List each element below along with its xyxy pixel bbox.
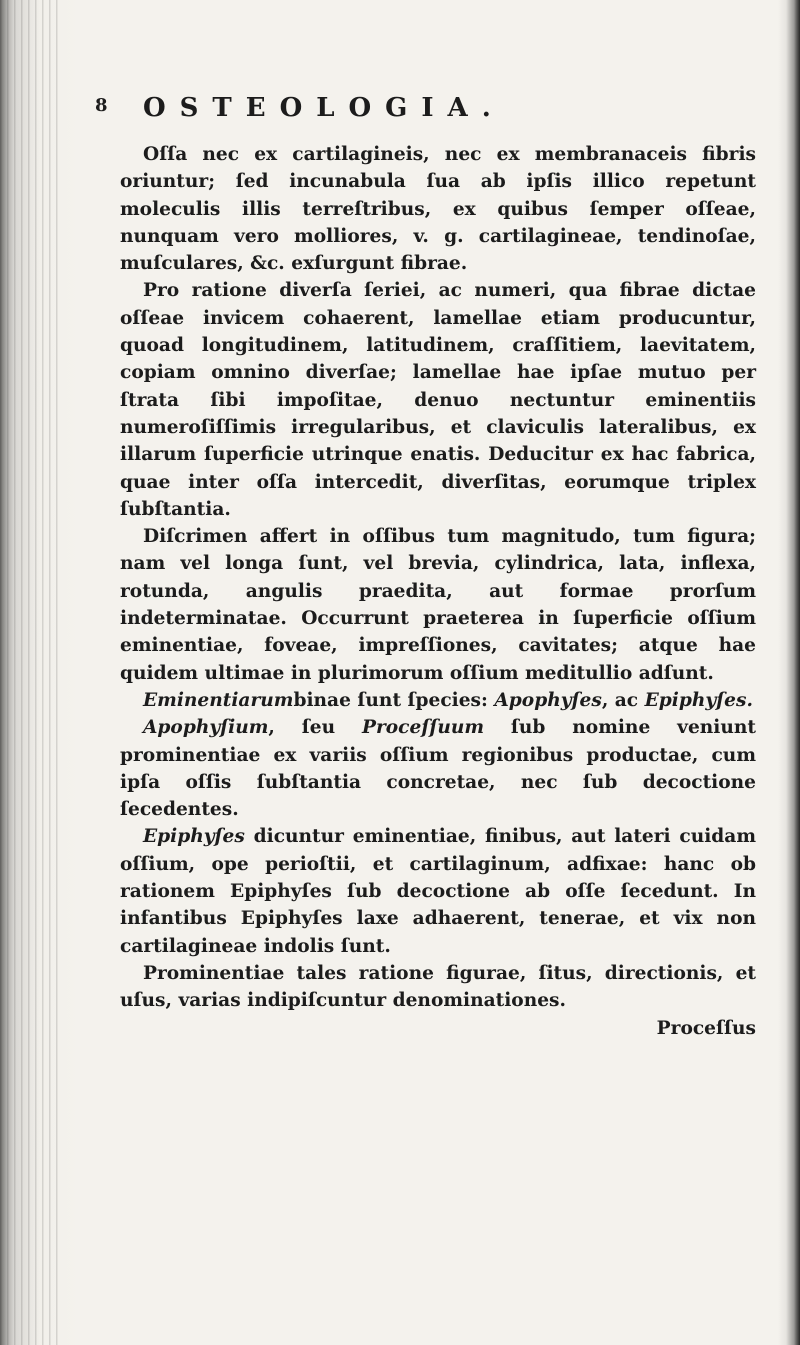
page-number: 8	[95, 95, 108, 116]
paragraph-4-text-c: , ac	[601, 689, 645, 711]
term-epiphyses: Epiphyſes.	[644, 689, 753, 711]
term-apophysium: Apophyſium	[143, 717, 269, 739]
paragraph-4-text-a: binae ſunt ſpecies:	[293, 689, 495, 711]
term-processuum: Proceſſuum	[361, 717, 485, 739]
catchword: Proceſſus	[656, 1017, 756, 1039]
body-text	[120, 141, 756, 1042]
term-eminentiarum: Eminentiarum	[143, 689, 294, 711]
paragraph-5-text-c: ſub nomine veniunt prominentiae ex variis oſſium regionibus productae, cum ipſa oſſis ſubſtantia concretae, nec ſub decoctione ſecedentes.	[120, 717, 756, 821]
paragraph-1: Oſſa nec ex cartilagineis, nec ex membranaceis fibris oriuntur; ſed incunabula ſua ab ipſis illico repetunt moleculis illis terreſtribus, ex quibus ſemper oſſeae, nunquam vero molliores, v. g. cartilagineae, tendinoſae, muſculares, &c. exſurgunt fibrae.	[120, 144, 756, 275]
term-apophyses: Apophyſes	[494, 689, 602, 711]
paragraph-5-text-a: , ſeu	[268, 717, 362, 739]
page-binding-shadow	[0, 0, 60, 1345]
paragraph-2: Pro ratione diverſa ſeriei, ac numeri, qua fibrae dictae oſſeae invicem cohaerent, lamellae etiam producuntur, quoad longitudinem, latitudinem, craſſitiem, laevitatem, copiam omnino diverſae; lamellae hae ipſae mutuo per ſtrata ſibi impoſitae, denuo nectuntur eminentiis numeroſiſſimis irregularibus, et claviculis lateralibus, ex illarum ſuperficie utrinque enatis. Deducitur ex hac fabrica, quae inter oſſa intercedit, diverſitas, eorumque triplex ſubſtantia.	[120, 280, 756, 520]
page-header	[95, 93, 755, 133]
paragraph-5	[120, 714, 756, 823]
paragraph-3: Diſcrimen affert in oſſibus tum magnitudo, tum figura; nam vel longa ſunt, vel brevia, cylindrica, lata, inflexa, rotunda, angulis praedita, aut formae prorſum indeterminatae. Occurrunt praeterea in ſuperficie oſſium eminentiae, foveae, impreſſiones, cavitates; atque hae quidem ultimae in plurimorum oſſium meditullio adſunt.	[120, 526, 756, 684]
term-epiphyses-def: Epiphyſes	[143, 826, 245, 848]
paragraph-4	[120, 687, 756, 714]
page-right-edge	[786, 0, 800, 1345]
paragraph-7: Prominentiae tales ratione figurae, ſitus, directionis, et uſus, varias indipiſcuntur denominationes.	[120, 962, 756, 1012]
paragraph-6-text-a: dicuntur eminentiae, finibus, aut lateri cuidam oſſium, ope perioſtii, et cartilaginum, adfixae: hanc ob rationem Epiphyſes ſub decoctione ab oſſe ſecedunt. In infantibus Epiphyſes laxe adhaerent, tenerae, et vix non cartilagineae indolis ſunt.	[120, 826, 756, 957]
paragraph-6	[120, 823, 756, 959]
running-head-title: OSTEOLOGIA.	[143, 93, 505, 123]
